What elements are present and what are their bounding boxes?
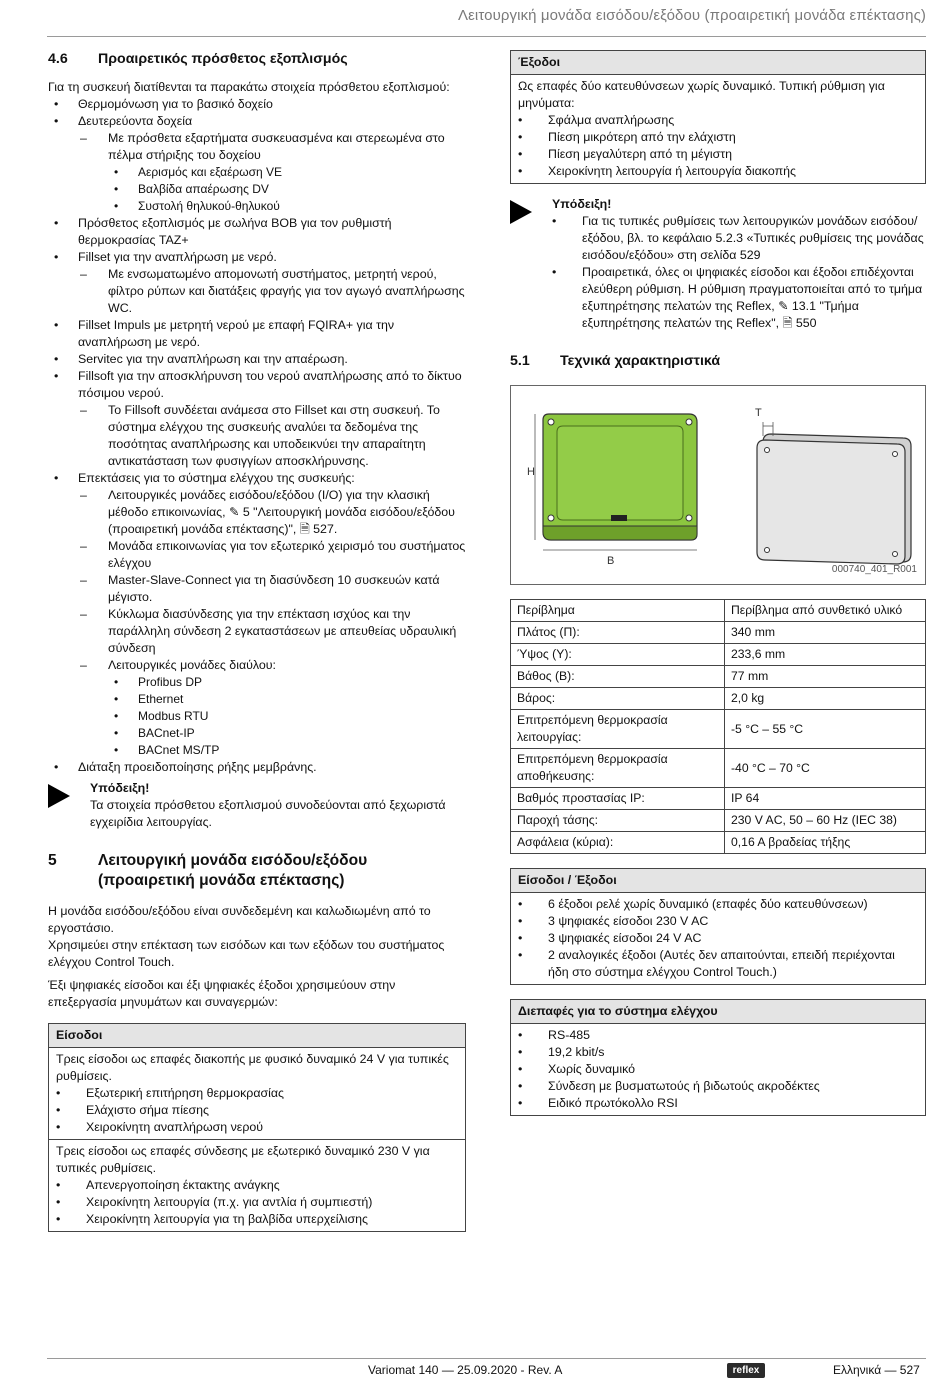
dimension-label-b: B	[607, 555, 615, 567]
spec-key: Επιτρεπόμενη θερμοκρασία λειτουργίας:	[511, 710, 725, 749]
sub-list-item: – Λειτουργικές μονάδες εισόδου/εξόδου (I/O) για την κλασική μέθοδο επικοινωνίας, ✎ 5 "Λειτουργική μονάδα εισόδου/εξόδου (προαιρετική μονάδα επέκτασης)", 🗎 527.	[80, 488, 455, 536]
sub-sub-list-item: • Συστολή θηλυκού-θηλυκού	[114, 199, 280, 213]
spec-row	[511, 832, 926, 854]
list-item: • Για τις τυπικές ρυθμίσεις των λειτουργικών μονάδων εισόδου/εξόδου, βλ. το κεφάλαιο 5.2.3 «Τυπικές ρυθμίσεις της μονάδας εισόδου/εξόδου» στη σελίδα 529	[552, 214, 924, 262]
spec-row	[511, 710, 926, 749]
spec-value: 0,16 A βραδείας τήξης	[725, 832, 926, 854]
spec-row	[511, 688, 926, 710]
sub-sub-list-item: • Modbus RTU	[114, 709, 209, 723]
sub-sub-list-item: • Profibus DP	[114, 675, 203, 689]
list-item: • Επεκτάσεις για το σύστημα ελέγχου της συσκευής: – Λειτουργικές μονάδες εισόδου/εξόδου (I/O) για την κλασική μέθοδο επικοινωνίας, ✎ 5 "Λειτουργική μονάδα εισόδου/εξόδου (προαιρετική μονάδα επέκτασης)", 🗎 527. – Μονάδα επικοινωνίας για τον εξωτερικό χειρισμό του συστήματος ελέγχου – Master-Slave-Connect για τη διασύνδεση 10 συσκευών κατά μέγιστο. – Κύκλωμα διασύνδεσης για την επέκταση ισχύος και την παράλληλη σύνδεση 2 εγκαταστάσεων με απευθείας υδραυλική σύνδεση – Λειτουργικές μονάδες διαύλου: • Profibus DP • Ethernet • Modbus RTU • BACnet-IP • BACnet MS/TP	[54, 471, 466, 757]
reflex-logo: reflex	[727, 1363, 765, 1378]
list-item: • Σύνδεση με βυσματωτούς ή βιδωτούς ακροδέκτες	[518, 1079, 820, 1093]
list-item: • 2 αναλογικές έξοδοι (Αυτές δεν απαιτούνται, επειδή περιέχονται ήδη στο σύστημα ελέγχου Control Touch.)	[518, 948, 895, 979]
note-title: Υπόδειξη!	[90, 781, 150, 795]
spec-table-body	[511, 600, 926, 854]
list-item: • Πίεση μικρότερη από την ελάχιστη	[518, 130, 736, 144]
list-item: • Δευτερεύοντα δοχεία – Με πρόσθετα εξαρτήματα συσκευασμένα και στερεωμένα στο πέλμα στήριξης του δοχείου • Αερισμός και εξαέρωση VE • Βαλβίδα απαέρωσης DV • Συστολή θηλυκού-θηλυκού	[48, 113, 466, 215]
play-triangle-icon	[48, 784, 70, 808]
section-number: 5	[48, 852, 57, 869]
accessory-list	[48, 96, 466, 776]
product-figure	[510, 385, 926, 585]
spec-row	[511, 622, 926, 644]
box-section-intro: Τρεις είσοδοι ως επαφές σύνδεσης με εξωτερικό δυναμικό 230 V για τυπικές ρυθμίσεις.	[56, 1144, 430, 1175]
io-module-illustration	[511, 386, 925, 584]
spec-value: 233,6 mm	[725, 644, 926, 666]
list-item: • Χειροκίνητη αναπλήρωση νερού	[56, 1120, 264, 1134]
list-item: • 19,2 kbit/s	[518, 1045, 605, 1059]
note-block	[510, 196, 926, 332]
list-item: • Εξωτερική επιτήρηση θερμοκρασίας	[56, 1086, 285, 1100]
list-item: • Απενεργοποίηση έκτακτης ανάγκης	[56, 1178, 280, 1192]
sub-sub-list-item: • Ethernet	[114, 692, 184, 706]
list-item: • 6 έξοδοι ρελέ χωρίς δυναμικό (επαφές δύο κατευθύνσεων)	[518, 897, 868, 911]
list-item: • Fillset Impuls με μετρητή νερού με επαφή FQIRA+ για την αναπλήρωση με νερό.	[54, 318, 395, 349]
list-item: • Ειδικό πρωτόκολλο RSI	[518, 1096, 678, 1110]
list-item: • Διάταξη προειδοποίησης ρήξης μεμβράνης.	[54, 760, 317, 774]
box-title: Είσοδοι	[49, 1024, 465, 1048]
cross-reference-link[interactable]: Για τις τυπικές ρυθμίσεις των λειτουργικών μονάδων εισόδου/εξόδου, βλ. το κεφάλαιο 5.2.3 «Τυπικές ρυθμίσεις της μονάδας εισόδου/εξόδου» στη σελίδα 529	[582, 214, 924, 262]
box-section-intro: Ως επαφές δύο κατευθύνσεων χωρίς δυναμικό. Τυπική ρύθμιση για μηνύματα:	[518, 79, 885, 110]
spec-table	[510, 599, 926, 854]
spec-key: Βάρος:	[511, 688, 725, 710]
spec-key: Παροχή τάσης:	[511, 810, 725, 832]
box-section-intro: Τρεις είσοδοι ως επαφές διακοπής με φυσικό δυναμικό 24 V για τυπικές ρυθμίσεις.	[56, 1052, 449, 1083]
spec-row	[511, 600, 926, 622]
spec-row	[511, 644, 926, 666]
spec-value: 77 mm	[725, 666, 926, 688]
list-item: • Servitec για την αναπλήρωση και την απαέρωση.	[54, 352, 348, 366]
list-item: • Χωρίς δυναμικό	[518, 1062, 636, 1076]
list-item: • 3 ψηφιακές είσοδοι 24 V AC	[518, 931, 702, 945]
section-heading-4-6	[48, 50, 466, 69]
cross-reference-link[interactable]: Λειτουργικές μονάδες εισόδου/εξόδου (I/O) για την κλασική μέθοδο επικοινωνίας, ✎ 5 "Λειτουργική μονάδα εισόδου/εξόδου (προαιρετική μονάδα επέκτασης)", 🗎 527.	[108, 488, 455, 536]
paragraph: Η μονάδα εισόδου/εξόδου είναι συνδεδεμένη και καλωδιωμένη από το εργοστάσιο.	[48, 904, 431, 935]
paragraph: Έξι ψηφιακές είσοδοι και έξι ψηφιακές έξοδοι χρησιμεύουν στην επεξεργασία μηνυμάτων και συναγερμών:	[48, 978, 396, 1009]
spec-value: Περίβλημα από συνθετικό υλικό	[725, 600, 926, 622]
list-item: • Πίεση μεγαλύτερη από τη μέγιστη	[518, 147, 733, 161]
box-title: Διεπαφές για το σύστημα ελέγχου	[511, 1000, 925, 1024]
spec-row	[511, 666, 926, 688]
spec-key: Ασφάλεια (κύρια):	[511, 832, 725, 854]
spec-key: Πλάτος (Π):	[511, 622, 725, 644]
section-title: Προαιρετικός πρόσθετος εξοπλισμός	[98, 51, 348, 67]
list-item: • Fillsoft για την αποσκλήρυνση του νερού αναπλήρωσης από το δίκτυο πόσιμου νερού. – Το Fillsoft συνδέεται ανάμεσα στο Fillset και στη συσκευή. Το σύστημα ελέγχου της συσκευής αναλύει τα δεδομένα της ποσότητας αναπλήρωσης και υποδεικνύει την απαραίτητη αντικατάσταση των φυσιγγίων αποσκλήρυνσης.	[48, 368, 466, 470]
spec-value: -40 °C – 70 °C	[725, 749, 926, 788]
footer-rule	[47, 1358, 926, 1359]
footer-page-number: Ελληνικά — 527	[833, 1363, 920, 1377]
running-header: Λειτουργική μονάδα εισόδου/εξόδου (προαιρετική μονάδα επέκτασης)	[458, 7, 926, 24]
spec-value: 340 mm	[725, 622, 926, 644]
box-section	[511, 893, 925, 984]
box-title: Έξοδοι	[511, 51, 925, 75]
figure-caption: 000740_401_R001	[831, 564, 917, 575]
list-item: • Fillset για την αναπλήρωση με νερό. – Με ενσωματωμένο απομονωτή συστήματος, μετρητή νερού, φίλτρο ρύπων και διατάξεις φραγής για τον αγωγό αναπλήρωσης WC.	[54, 250, 465, 315]
interface-box	[510, 999, 926, 1116]
spec-row	[511, 810, 926, 832]
sub-sub-list-item: • BACnet MS/TP	[114, 743, 220, 757]
list-item: • RS-485	[518, 1028, 591, 1042]
inputs-box	[48, 1023, 466, 1232]
list-item: • 3 ψηφιακές είσοδοι 230 V AC	[518, 914, 709, 928]
section-number: 5.1	[510, 353, 530, 369]
box-section	[49, 1048, 465, 1139]
section-intro: Για τη συσκευή διατίθενται τα παρακάτω στοιχεία πρόσθετου εξοπλισμού:	[48, 80, 450, 94]
paragraph: Χρησιμεύει στην επέκταση των εισόδων και των εξόδων του συστήματος ελέγχου Control Touch.	[48, 938, 445, 969]
dimension-label-t: T	[755, 407, 762, 419]
list-item: • Χειροκίνητη λειτουργία (π.χ. για αντλία ή συμπιεστή)	[56, 1195, 373, 1209]
spec-key: Βαθμός προστασίας IP:	[511, 788, 725, 810]
list-item: • Χειροκίνητη λειτουργία για τη βαλβίδα υπερχείλισης	[56, 1212, 368, 1226]
spec-value: -5 °C – 55 °C	[725, 710, 926, 749]
spec-key: Επιτρεπόμενη θερμοκρασία αποθήκευσης:	[511, 749, 725, 788]
play-triangle-icon	[510, 200, 532, 224]
left-column	[48, 50, 466, 1232]
list-item: • Προαιρετικά, όλες οι ψηφιακές είσοδοι και έξοδοι επιδέχονται ελεύθερη ρύθμιση. Η ρύθμιση πραγματοποιείται από το τμήμα εξυπηρέτησης πελατών της Reflex, ✎ 13.1 "Τμήμα εξυπηρέτησης πελατών της Reflex", 🗎 550	[552, 265, 923, 330]
io-box	[510, 868, 926, 985]
sub-list-item: – Με ενσωματωμένο απομονωτή συστήματος, μετρητή νερού, φίλτρο ρύπων και διατάξεις φραγής για τον αγωγό αναπλήρωσης WC.	[80, 267, 465, 315]
right-column	[510, 50, 926, 1116]
sub-list-item: – Master-Slave-Connect για τη διασύνδεση 10 συσκευών κατά μέγιστο.	[80, 573, 440, 604]
outputs-box	[510, 50, 926, 184]
sub-list-item: – Με πρόσθετα εξαρτήματα συσκευασμένα και στερεωμένα στο πέλμα στήριξης του δοχείου • Αερισμός και εξαέρωση VE • Βαλβίδα απαέρωσης DV • Συστολή θηλυκού-θηλυκού	[78, 130, 466, 215]
spec-key: Βάθος (Β):	[511, 666, 725, 688]
header-rule	[47, 36, 926, 37]
spec-value: IP 64	[725, 788, 926, 810]
list-item: • Πρόσθετος εξοπλισμός με σωλήνα BOB για τον ρυθμιστή θερμοκρασίας TAZ+	[54, 216, 392, 247]
spec-row	[511, 788, 926, 810]
box-section	[511, 75, 925, 183]
spec-value: 2,0 kg	[725, 688, 926, 710]
note-title: Υπόδειξη!	[552, 197, 612, 211]
sub-sub-list-item: • BACnet-IP	[114, 726, 195, 740]
sub-list-item: – Μονάδα επικοινωνίας για τον εξωτερικό χειρισμό του συστήματος ελέγχου	[80, 539, 466, 570]
section-title: Τεχνικά χαρακτηριστικά	[560, 353, 721, 369]
sub-list-item: – Λειτουργικές μονάδες διαύλου: • Profibus DP • Ethernet • Modbus RTU • BACnet-IP • BACnet MS/TP	[78, 657, 466, 759]
sub-list-item: – Κύκλωμα διασύνδεσης για την επέκταση ισχύος και την παράλληλη σύνδεση 2 εγκαταστάσεων με απευθείας υδραυλική σύνδεση	[80, 607, 457, 655]
list-item: • Θερμομόνωση για το βασικό δοχείο	[54, 97, 273, 111]
sub-list-item: – Το Fillsoft συνδέεται ανάμεσα στο Fillset και στη συσκευή. Το σύστημα ελέγχου της συσκευής αναλύει τα δεδομένα της ποσότητας αναπλήρωσης και υποδεικνύει την απαραίτητη αντικατάσταση των φυσιγγίων αποσκλήρυνσης.	[80, 403, 440, 468]
section-heading-5	[48, 851, 466, 891]
spec-row	[511, 749, 926, 788]
section-number: 4.6	[48, 51, 68, 67]
spec-value: 230 V AC, 50 – 60 Hz (IEC 38)	[725, 810, 926, 832]
spec-key: Ύψος (Υ):	[511, 644, 725, 666]
sub-sub-list-item: • Βαλβίδα απαέρωσης DV	[114, 182, 269, 196]
list-item: • Χειροκίνητη λειτουργία ή λειτουργία διακοπής	[518, 164, 796, 178]
sub-sub-list-item: • Αερισμός και εξαέρωση VE	[114, 165, 283, 179]
section-heading-5-1	[510, 352, 926, 371]
spec-key: Περίβλημα	[511, 600, 725, 622]
footer-document-info: Variomat 140 — 25.09.2020 - Rev. A	[368, 1363, 563, 1377]
note-block	[48, 780, 466, 831]
list-item: • Ελάχιστο σήμα πίεσης	[56, 1103, 210, 1117]
box-section	[49, 1139, 465, 1231]
note-text: Τα στοιχεία πρόσθετου εξοπλισμού συνοδεύονται από ξεχωριστά εγχειρίδια λειτουργίας.	[90, 798, 446, 829]
section-title: Λειτουργική μονάδα εισόδου/εξόδου (προαιρετική μονάδα επέκτασης)	[98, 852, 368, 889]
cross-reference-link[interactable]: Προαιρετικά, όλες οι ψηφιακές είσοδοι και έξοδοι επιδέχονται ελεύθερη ρύθμιση. Η ρύθμιση πραγματοποιείται από το τμήμα εξυπηρέτησης πελατών της Reflex, ✎ 13.1 "Τμήμα εξυπηρέτησης πελατών της Reflex", 🗎 550	[582, 265, 923, 330]
box-section	[511, 1024, 925, 1115]
dimension-label-h: H	[527, 466, 535, 478]
list-item: • Σφάλμα αναπλήρωσης	[518, 113, 675, 127]
box-title: Είσοδοι / Έξοδοι	[511, 869, 925, 893]
